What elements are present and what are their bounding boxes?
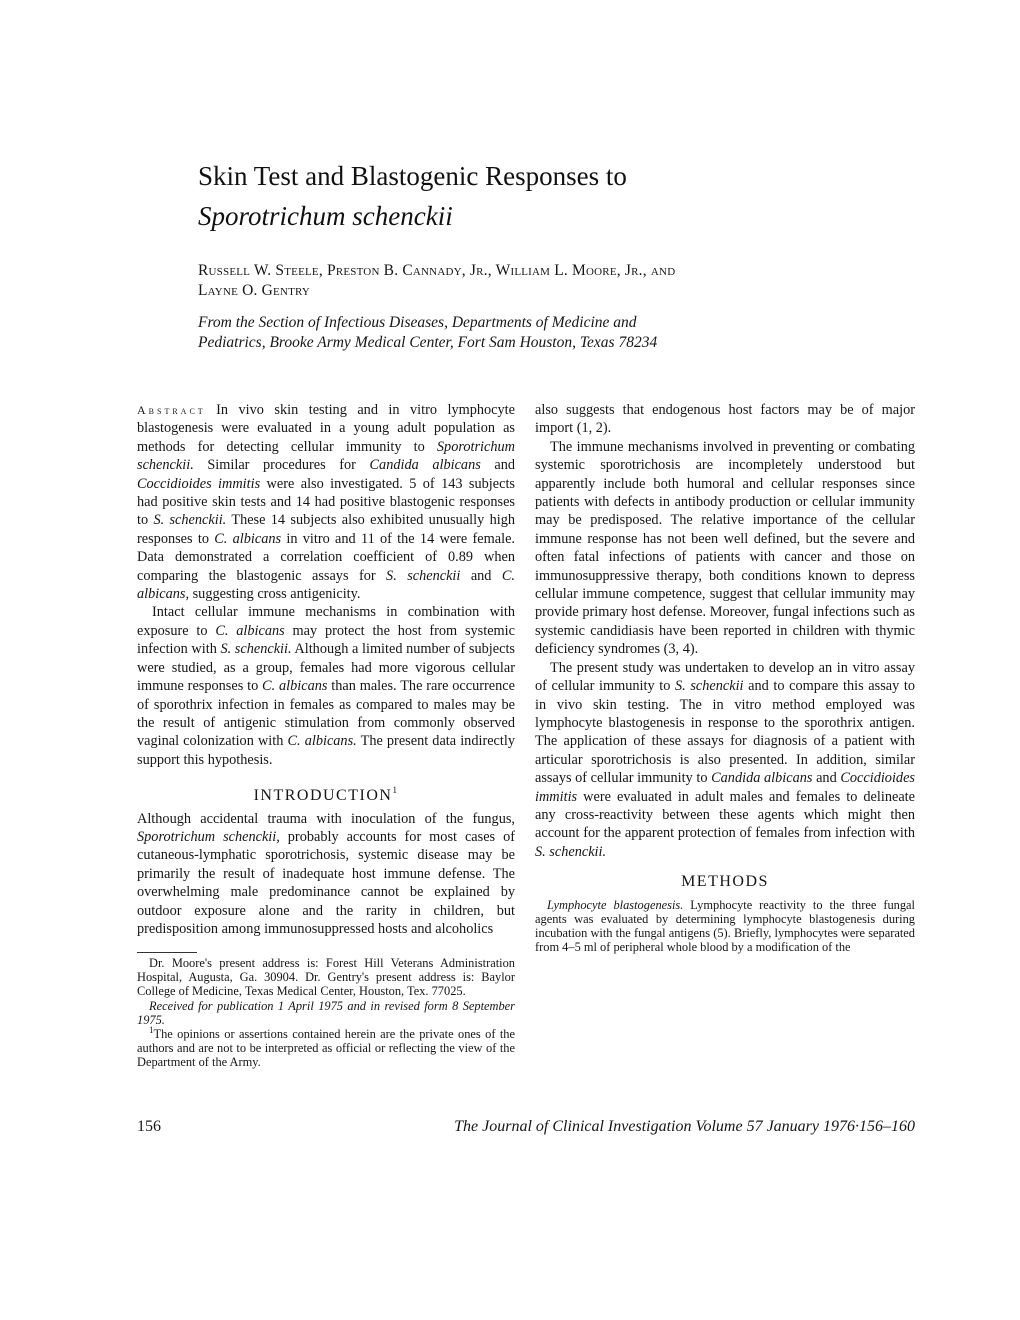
abstract-paragraph-2: Intact cellular immune mechanisms in combination with exposure to C. albicans may protect the host from systemic infection with S. schenckii. Although a limited number of subjects were studied, as a group, females had more vigorous cellular immune responses to C. albicans than males. The rare occurrence of sporothrix infection in females as compared to males may be the result of antigenic stimulation from commonly observed vaginal colonization with C. albicans. The present data indirectly support this hypothesis. — [137, 604, 516, 768]
footnote-received: Received for publication 1 April 1975 and in revised form 8 September 1975. — [137, 998, 515, 1027]
journal-citation: The Journal of Clinical Investigation Volume 57 January 1976·156–160 — [454, 1118, 915, 1135]
affiliation — [198, 313, 758, 353]
abstract-label: Abstract — [137, 403, 206, 417]
introduction-paragraph-2: The immune mechanisms involved in preventing or combating systemic sporotrichosis are incompletely understood but apparently include both humoral and cellular responses since patients with defects in antibody production or cellular immunity may be predisposed. The relative importance of the cellular immune response has not been well defined, but the severe and often fatal infections of patients with cancer and those on immunosuppressive therapy, both conditions known to depress cellular immune competence, suggest that cellular immunity may provide primary host defense. Moreover, fungal infections such as systemic candidiasis have been reported in children with thymic deficiency syndromes (3, 4). — [535, 438, 915, 658]
methods-heading: METHODS — [681, 873, 769, 891]
abstract-text-1: In vivo skin testing and in vitro lymphocyte blastogenesis were evaluated in a young adult population as methods for detecting cellular immunity to Sporotrichum schenckii. Similar procedures for Candida albicans and Coccidioides immitis were also investigated. 5 of 143 subjects had positive skin tests and 14 had positive blastogenic responses to S. schenckii. These 14 subjects also exhibited unusually high responses to C. albicans in vitro and 11 of the 14 were female. Data demonstrated a correlation coefficient of 0.89 when comparing the blastogenic assays for S. schenckii and C. albicans, suggesting cross antigenicity. — [137, 402, 516, 603]
title-line-2: Sporotrichum schenckii — [198, 201, 453, 231]
footnote-disclaimer — [137, 1027, 515, 1070]
footnote-rule — [137, 952, 197, 953]
footnote-disclaimer-text: The opinions or assertions contained herein are the private ones of the authors and are not to be interpreted as official or reflecting the view of the Department of the Army. — [137, 1027, 515, 1070]
footnote-addresses: Dr. Moore's present address is: Forest Hill Veterans Administration Hospital, Augusta, Ga. 30904. Dr. Gentry's present address is: Baylor College of Medicine, Texas Medical Center, Houston, Tex. 77025. — [137, 956, 515, 999]
introduction-paragraph-1: Although accidental trauma with inoculation of the fungus, Sporotrichum schenckii, probably accounts for most cases of cutaneous-lymphatic sporotrichosis, systemic disease may be primarily the result of inadequate host immune defense. The overwhelming male predominance cannot be explained by outdoor exposure alone and the rarity in children, but predisposition among immunosuppressed hosts and alcoholics — [137, 810, 515, 937]
affiliation-line-1: From the Section of Infectious Diseases, Departments of Medicine and — [198, 314, 637, 331]
author-list — [198, 261, 798, 301]
introduction-heading-text: INTRODUCTION — [253, 787, 393, 805]
left-column — [137, 401, 515, 938]
footnote-disclaimer-marker: 1 — [149, 1025, 154, 1036]
introduction-paragraph-3: The present study was undertaken to develop an in vitro assay of cellular immunity to S. schenckii and to compare this assay to in vivo skin testing. The in vitro method employed was lymphocyte blastogenesis in response to the sporothrix antigen. The application of these assays for diagnosis of a patient with articular sporotrichosis is also presented. In addition, similar assays of cellular immunity to Candida albicans and Coccidioides immitis were evaluated in adult males and females to delineate any cross-reactivity between these agents which might then account for the apparent protection of females from infection with S. schenckii. — [535, 659, 916, 860]
affiliation-line-2: Pediatrics, Brooke Army Medical Center, Fort Sam Houston, Texas 78234 — [198, 334, 658, 351]
methods-paragraph-1: Lymphocyte blastogenesis. Lymphocyte reactivity to the three fungal agents was evaluated by determining lymphocyte blastogenesis during incubation with the fungal antigens (5). Briefly, lymphocytes were separated from 4–5 ml of peripheral whole blood by a modification of the — [535, 897, 915, 955]
abstract-paragraph-1 — [137, 401, 515, 603]
right-column — [535, 401, 915, 954]
introduction-heading — [137, 787, 515, 805]
title-line-1: Skin Test and Blastogenic Responses to — [198, 161, 627, 191]
introduction-footnote-marker: 1 — [392, 785, 399, 796]
footnotes — [137, 945, 515, 1070]
author-line-2: Layne O. Gentry — [198, 282, 311, 299]
author-line-1: Russell W. Steele, Preston B. Cannady, Jr., William L. Moore, Jr., and — [198, 262, 676, 279]
page-number: 156 — [137, 1118, 161, 1135]
introduction-paragraph-1-continued: also suggests that endogenous host factors may be of major import (1, 2). — [535, 402, 915, 437]
article-title — [198, 158, 627, 234]
